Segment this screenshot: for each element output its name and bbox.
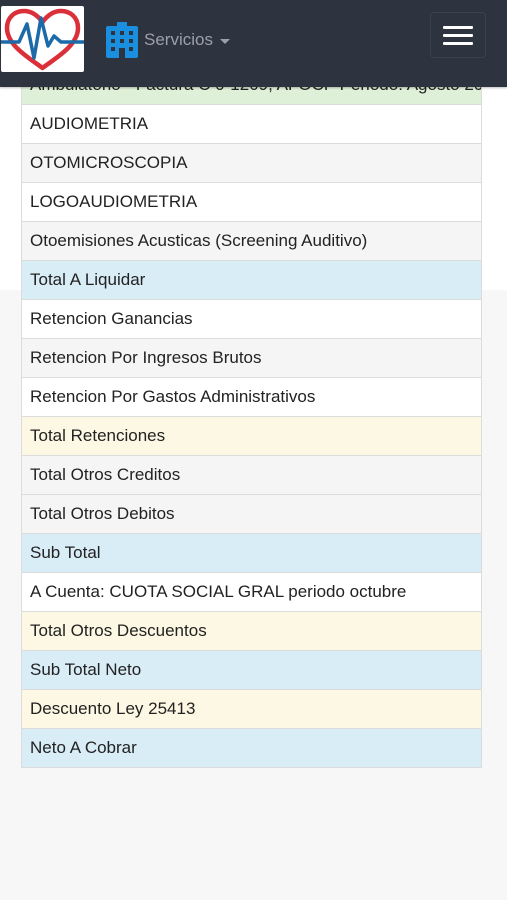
table-row [22, 456, 481, 495]
table-row [22, 495, 481, 534]
row-label: Total Otros Creditos [30, 465, 181, 484]
row-label: Sub Total Neto [30, 660, 142, 679]
row-label: Retencion Por Ingresos Brutos [30, 348, 262, 367]
row-label: Total Otros Debitos [30, 504, 175, 523]
table-row [22, 417, 481, 456]
table-row [22, 144, 481, 183]
table-row [22, 612, 481, 651]
row-label: Otoemisiones Acusticas (Screening Auditivo) [30, 231, 368, 250]
row-label: Descuento Ley 25413 [30, 699, 196, 718]
hamburger-bar [443, 34, 473, 37]
heart-pulse-logo-icon [1, 6, 84, 72]
row-label: LOGOAUDIOMETRIA [30, 192, 198, 211]
table-row [22, 690, 481, 729]
table-row [22, 261, 481, 300]
caret-down-icon [220, 39, 230, 44]
row-label: Total Otros Descuentos [30, 621, 207, 640]
table-row [22, 378, 481, 417]
hamburger-menu-button[interactable] [430, 12, 486, 58]
table-row [22, 534, 481, 573]
row-label: Total Retenciones [30, 426, 166, 445]
row-label: OTOMICROSCOPIA [30, 153, 188, 172]
building-icon [105, 22, 139, 58]
row-label: Sub Total [30, 543, 101, 562]
table-row [22, 105, 481, 144]
table-row [22, 651, 481, 690]
row-label: Retencion Ganancias [30, 309, 193, 328]
brand-logo[interactable] [1, 6, 84, 72]
table-row [22, 300, 481, 339]
table-row [22, 729, 481, 768]
row-label: Retencion Por Gastos Administrativos [30, 387, 316, 406]
row-label: Neto A Cobrar [30, 738, 137, 757]
row-label: AUDIOMETRIA [30, 114, 149, 133]
hamburger-bar [443, 42, 473, 45]
hamburger-menu-icon [443, 26, 473, 29]
table-row [22, 573, 481, 612]
table-row [22, 339, 481, 378]
row-label: Total A Liquidar [30, 270, 146, 289]
table-row [22, 222, 481, 261]
servicios-label: Servicios [144, 30, 213, 49]
liquidation-table [21, 66, 482, 768]
servicios-dropdown[interactable] [105, 22, 230, 58]
row-label: A Cuenta: CUOTA SOCIAL GRAL periodo octubre [30, 582, 407, 601]
top-navbar [0, 0, 507, 87]
table-row [22, 183, 481, 222]
